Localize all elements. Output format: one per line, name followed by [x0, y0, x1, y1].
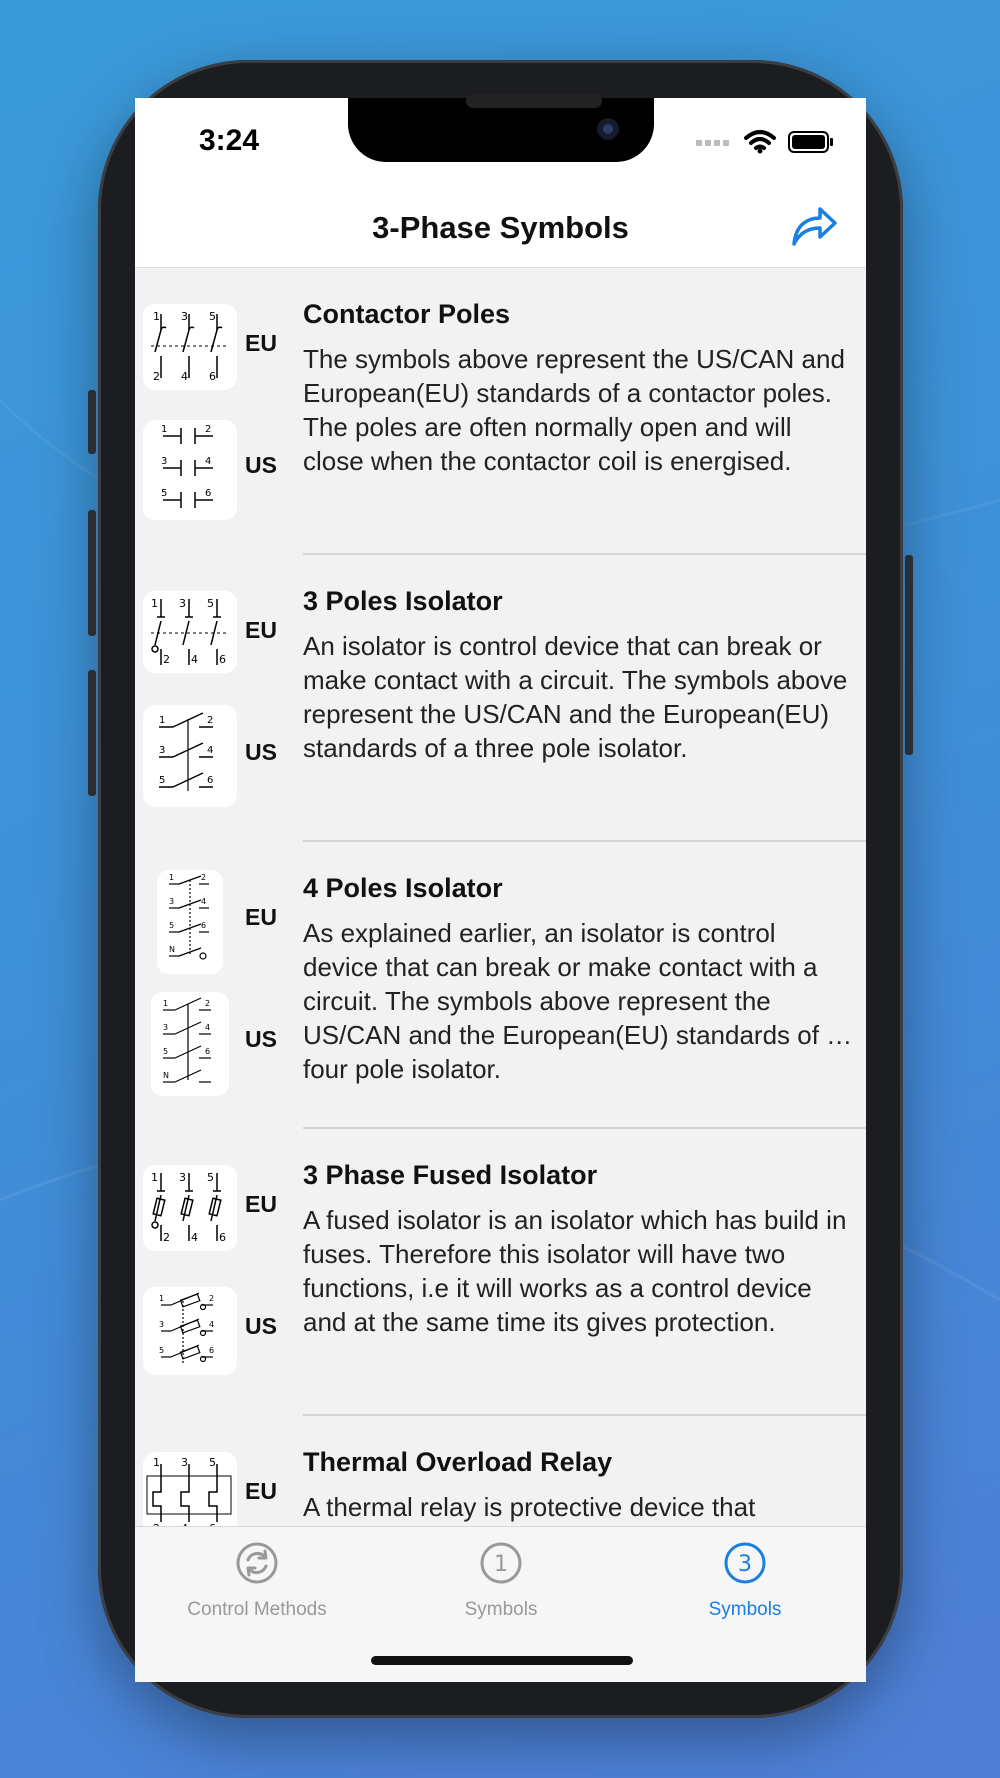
- svg-text:2: 2: [153, 370, 160, 383]
- svg-text:3: 3: [181, 310, 188, 323]
- tab-glyph: 1: [494, 1552, 508, 1577]
- svg-text:2: 2: [163, 1231, 170, 1244]
- item-title: 4 Poles Isolator: [303, 873, 503, 903]
- eu-label: EU: [245, 617, 277, 643]
- eu-symbol-image: [143, 591, 237, 673]
- svg-text:3: 3: [169, 897, 175, 906]
- item-description: An isolator is control device that can break or make contact with a circuit. The symbols above represent the US/CAN and the European(EU) standards of a three pole isolator.: [303, 631, 848, 763]
- svg-text:N: N: [163, 1071, 169, 1080]
- svg-text:5: 5: [209, 1456, 216, 1469]
- symbol-list: [135, 268, 866, 1526]
- svg-text:1: 1: [159, 715, 166, 726]
- svg-text:6: 6: [219, 653, 226, 666]
- svg-text:5: 5: [169, 921, 175, 930]
- svg-text:5: 5: [159, 1346, 165, 1355]
- tab-symbols-3[interactable]: [645, 1541, 845, 1621]
- item-description: As explained earlier, an isolator is control device that can break or make contact with a circuit. The symbols above represent the US/CAN and the European(EU) standards of a four pole isolator.: [303, 918, 841, 1084]
- list-item[interactable]: [135, 1129, 866, 1416]
- tab-label: Symbols: [464, 1599, 538, 1620]
- power-button: [905, 555, 913, 755]
- svg-text:5: 5: [209, 310, 216, 323]
- us-symbol-image: [151, 992, 229, 1096]
- item-description: A thermal relay is protective device that: [303, 1492, 756, 1522]
- svg-text:3: 3: [181, 1456, 188, 1469]
- svg-text:1: 1: [153, 1456, 160, 1469]
- svg-text:4: 4: [181, 370, 188, 383]
- svg-text:6: 6: [205, 488, 212, 499]
- item-title: Thermal Overload Relay: [303, 1447, 613, 1477]
- svg-text:N: N: [169, 945, 175, 954]
- svg-text:3: 3: [159, 1320, 165, 1329]
- eu-symbol-image: [157, 870, 223, 974]
- front-camera: [597, 118, 619, 140]
- list-item[interactable]: [135, 555, 866, 842]
- share-arrow-icon[interactable]: [790, 204, 838, 248]
- eu-label: EU: [245, 1191, 277, 1217]
- svg-text:4: 4: [191, 653, 198, 666]
- us-label: US: [245, 1313, 277, 1339]
- tab-symbols-1[interactable]: [401, 1541, 601, 1621]
- mute-switch: [88, 390, 96, 454]
- eu-symbol-image: [143, 304, 237, 390]
- svg-text:5: 5: [207, 1171, 214, 1184]
- tab-label: Symbols: [708, 1599, 782, 1620]
- svg-text:2: 2: [205, 424, 212, 435]
- svg-text:3: 3: [161, 456, 168, 467]
- svg-text:2: 2: [201, 873, 207, 882]
- tab-glyph: 3: [738, 1552, 752, 1577]
- us-label: US: [245, 452, 277, 478]
- svg-text:1: 1: [169, 873, 175, 882]
- svg-text:6: 6: [209, 370, 216, 383]
- app-screen: [135, 98, 866, 1682]
- eu-symbol-image: [143, 1165, 237, 1251]
- us-symbol-image: [143, 420, 237, 520]
- number-3-circle-icon: [723, 1541, 767, 1585]
- device-notch: [348, 98, 654, 162]
- svg-text:5: 5: [159, 775, 166, 786]
- svg-text:2: 2: [209, 1294, 215, 1303]
- us-symbol-image: [143, 705, 237, 807]
- svg-text:6: 6: [207, 775, 214, 786]
- navigation-bar: [135, 198, 866, 268]
- svg-text:2: 2: [205, 999, 211, 1008]
- status-time: 3:24: [199, 124, 260, 157]
- svg-text:2: 2: [207, 715, 214, 726]
- svg-text:4: 4: [209, 1320, 215, 1329]
- svg-text:1: 1: [151, 597, 158, 610]
- svg-text:5: 5: [207, 597, 214, 610]
- volume-up-button: [88, 510, 96, 636]
- home-indicator[interactable]: [371, 1656, 633, 1665]
- svg-text:3: 3: [179, 1171, 186, 1184]
- svg-text:1: 1: [153, 310, 160, 323]
- svg-text:5: 5: [163, 1047, 169, 1056]
- svg-text:4: 4: [207, 745, 214, 756]
- battery-icon: [788, 131, 834, 153]
- page-title: 3-Phase Symbols: [372, 210, 629, 245]
- svg-text:3: 3: [163, 1023, 169, 1032]
- svg-text:1: 1: [161, 424, 168, 435]
- us-symbol-image: [143, 1287, 237, 1375]
- svg-text:3: 3: [179, 597, 186, 610]
- list-item[interactable]: [135, 268, 866, 555]
- svg-text:1: 1: [151, 1171, 158, 1184]
- svg-text:6: 6: [201, 921, 207, 930]
- item-title: 3 Phase Fused Isolator: [303, 1160, 598, 1190]
- eu-label: EU: [245, 1478, 277, 1504]
- refresh-circle-icon: [235, 1541, 279, 1585]
- us-label: US: [245, 1026, 277, 1052]
- item-description: A fused isolator is an isolator which has build in fuses. Therefore this isolator will have two functions, i.e it will works as a control device and at the same time its gives protection.: [303, 1205, 847, 1337]
- svg-text:4: 4: [205, 456, 212, 467]
- list-item[interactable]: [135, 842, 866, 1129]
- cellular-signal-icon: [696, 137, 732, 147]
- svg-text:4: 4: [201, 897, 207, 906]
- tab-label: Control Methods: [187, 1599, 327, 1620]
- tab-control-methods[interactable]: [157, 1541, 357, 1621]
- svg-text:1: 1: [159, 1294, 165, 1303]
- svg-text:6: 6: [205, 1047, 211, 1056]
- item-description: The symbols above represent the US/CAN and European(EU) standards of a contactor poles. The poles are often normally open and will close when the contactor coil is energised.: [303, 344, 845, 476]
- number-1-circle-icon: [479, 1541, 523, 1585]
- svg-text:6: 6: [219, 1231, 226, 1244]
- volume-down-button: [88, 670, 96, 796]
- eu-label: EU: [245, 904, 277, 930]
- svg-text:4: 4: [205, 1023, 211, 1032]
- us-label: US: [245, 739, 277, 765]
- item-title: 3 Poles Isolator: [303, 586, 503, 616]
- status-icons: [696, 130, 834, 154]
- svg-text:5: 5: [161, 488, 168, 499]
- svg-text:1: 1: [163, 999, 169, 1008]
- svg-text:3: 3: [159, 745, 166, 756]
- wifi-icon: [744, 130, 776, 154]
- svg-text:6: 6: [209, 1346, 215, 1355]
- eu-label: EU: [245, 330, 277, 356]
- item-title: Contactor Poles: [303, 299, 511, 329]
- svg-text:2: 2: [163, 653, 170, 666]
- speaker-grille: [466, 94, 602, 108]
- svg-text:4: 4: [191, 1231, 198, 1244]
